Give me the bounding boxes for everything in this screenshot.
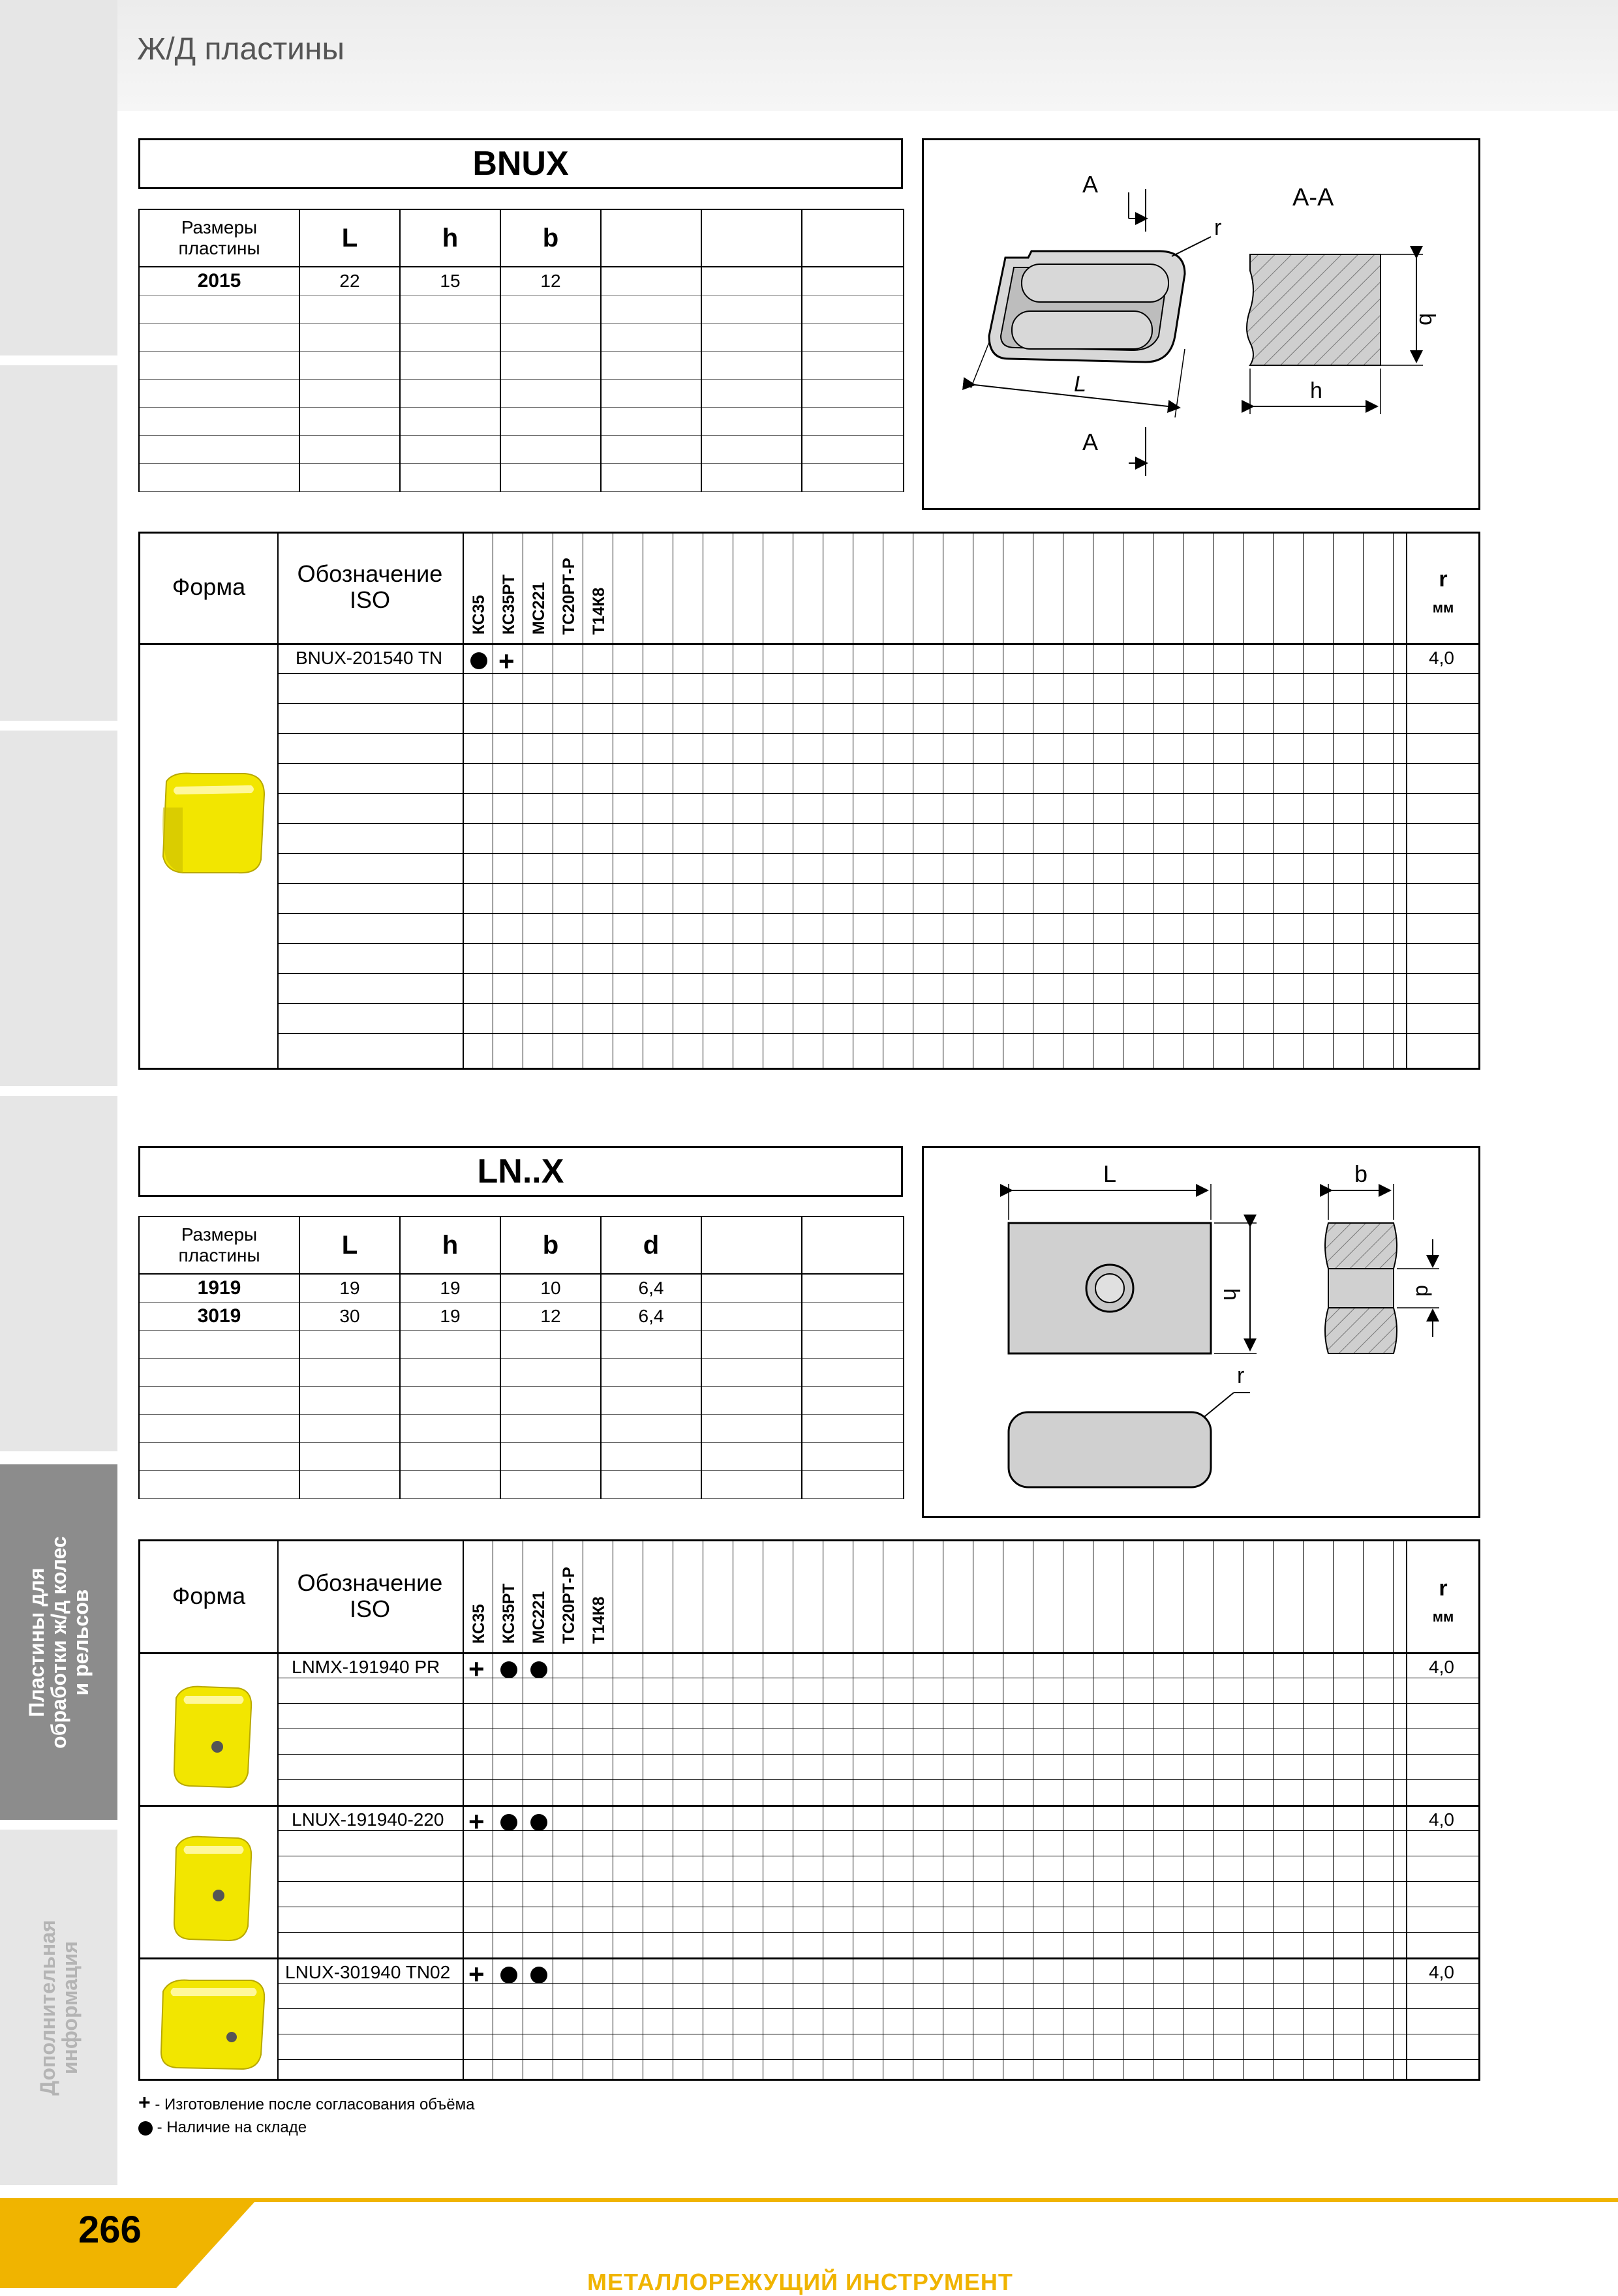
bnux-diagram bbox=[922, 138, 1480, 510]
grid-line bbox=[1273, 1541, 1274, 1652]
lnx-dims-table bbox=[138, 1216, 904, 1499]
grid-line bbox=[277, 1932, 1478, 1933]
dims-label: Размеры пластины bbox=[139, 209, 299, 267]
grade-col: Т14К8 bbox=[590, 587, 608, 635]
on-request-icon: + bbox=[498, 646, 515, 676]
col-r-unit: мм bbox=[1432, 1609, 1454, 1625]
grid-line bbox=[1243, 534, 1244, 643]
grade-col: КС35РТ bbox=[500, 574, 518, 635]
lnx-grade-table bbox=[138, 1539, 1480, 2081]
side-tab-label: Пластины для обработки ж/д колес и рельсов bbox=[25, 1535, 93, 1749]
grid-line bbox=[277, 1983, 1478, 1984]
grid-line bbox=[1213, 1652, 1214, 2079]
dims-cell: 19 bbox=[400, 1303, 500, 1331]
dims-cell: 30 bbox=[299, 1303, 400, 1331]
grid-line bbox=[1333, 534, 1334, 643]
in-stock-icon bbox=[500, 1661, 517, 1678]
dims-cell: 22 bbox=[299, 267, 400, 295]
bnux-diag-section: A-A bbox=[1292, 184, 1334, 211]
side-tab-4[interactable] bbox=[0, 1096, 117, 1451]
grid-line bbox=[1243, 1541, 1244, 1652]
lnx-diag-d: d bbox=[1412, 1285, 1435, 1297]
bnux-diag-b: b bbox=[1414, 313, 1439, 325]
legend-on-request-text: - Изготовление после согласования объёма bbox=[150, 2096, 475, 2113]
grade-col: ТС20РТ-Р bbox=[560, 558, 578, 635]
bnux-diag-r: r bbox=[1214, 215, 1222, 240]
grid-line bbox=[1273, 1652, 1274, 2079]
bnux-drawing bbox=[924, 140, 1478, 508]
dims-col-h: h bbox=[400, 209, 500, 267]
legend-on-request: + - Изготовление после согласования объёма bbox=[138, 2091, 475, 2114]
dims-col-empty bbox=[701, 1216, 802, 1274]
grid-line bbox=[277, 793, 1478, 794]
grid-line bbox=[277, 823, 1478, 824]
grid-line bbox=[1333, 1541, 1334, 1652]
grade-col: КС35 bbox=[470, 1604, 488, 1644]
grid-line bbox=[277, 1003, 1478, 1004]
legend-in-stock bbox=[138, 2119, 307, 2137]
grid-line bbox=[277, 2008, 1478, 2009]
side-tab-label: Дополнительная информация bbox=[36, 1919, 82, 2096]
dims-label: Размеры пластины bbox=[139, 1216, 299, 1274]
grid-line bbox=[1363, 1652, 1364, 2079]
col-r: r bbox=[1439, 1576, 1448, 1601]
bnux-diag-h: h bbox=[1310, 378, 1322, 403]
in-stock-icon bbox=[530, 1967, 547, 1984]
col-r-unit: мм bbox=[1432, 599, 1454, 616]
dims-col-empty bbox=[802, 209, 904, 267]
grade-col: МС221 bbox=[530, 582, 548, 635]
dims-cell: 10 bbox=[500, 1274, 601, 1303]
in-stock-icon bbox=[470, 652, 487, 669]
footer-brand: МЕТАЛЛОРЕЖУЩИЙ ИНСТРУМЕНТ bbox=[587, 2269, 1013, 2295]
iso-designation: LNUX-191940-220 bbox=[292, 1809, 444, 1830]
dims-cell: 12 bbox=[500, 1303, 601, 1331]
iso-designation: BNUX-201540 TN bbox=[296, 648, 443, 668]
grid-line bbox=[277, 1779, 1478, 1780]
dims-col-empty bbox=[601, 209, 701, 267]
grid-line bbox=[277, 973, 1478, 974]
grid-line bbox=[1243, 1652, 1244, 2079]
dims-cell bbox=[701, 267, 802, 295]
r-value: 4,0 bbox=[1429, 1809, 1454, 1830]
lnx-diag-L: L bbox=[1103, 1160, 1117, 1187]
grid-line bbox=[1273, 534, 1274, 643]
dims-cell: 1919 bbox=[139, 1274, 299, 1303]
grid-line bbox=[277, 1881, 1478, 1882]
grid-line bbox=[1363, 534, 1364, 643]
side-tab-1[interactable] bbox=[0, 0, 117, 355]
lnx-diag-b: b bbox=[1354, 1160, 1368, 1187]
dims-cell: 3019 bbox=[139, 1303, 299, 1331]
grid-line bbox=[277, 883, 1478, 884]
bnux-diag-L: L bbox=[1074, 372, 1086, 397]
lnux-191940-insert-image bbox=[166, 1832, 258, 1946]
bnux-insert-image bbox=[153, 768, 271, 879]
on-request-icon: + bbox=[468, 1654, 485, 1684]
dims-cell: 2015 bbox=[139, 267, 299, 295]
grid-line bbox=[277, 853, 1478, 854]
col-iso: Обозначение ISO bbox=[297, 1569, 443, 1622]
grid-line bbox=[1273, 643, 1274, 1068]
dims-cell bbox=[802, 1303, 904, 1331]
lnx-diag-r: r bbox=[1237, 1363, 1245, 1388]
dims-col-b: b bbox=[500, 1216, 601, 1274]
r-value: 4,0 bbox=[1429, 648, 1454, 668]
grid-line bbox=[277, 703, 1478, 704]
grid-line bbox=[1303, 643, 1304, 1068]
on-request-icon: + bbox=[468, 1959, 485, 1989]
legend-in-stock-text: - Наличие на складе bbox=[153, 2119, 307, 2136]
side-tab-3[interactable] bbox=[0, 731, 117, 1086]
r-value: 4,0 bbox=[1429, 1962, 1454, 1982]
iso-designation: LNMX-191940 PR bbox=[292, 1657, 440, 1677]
dims-col-d: d bbox=[601, 1216, 701, 1274]
grid-line bbox=[1393, 1541, 1394, 1652]
grid-line bbox=[277, 673, 1478, 674]
grid-line bbox=[1213, 534, 1214, 643]
dims-col-h: h bbox=[400, 1216, 500, 1274]
grade-col: КС35 bbox=[470, 595, 488, 635]
grid-line bbox=[1213, 643, 1214, 1068]
grid-line bbox=[1303, 1541, 1304, 1652]
grid-line bbox=[277, 763, 1478, 764]
on-request-icon: + bbox=[468, 1806, 485, 1837]
grid-line bbox=[1213, 1541, 1214, 1652]
page-number: 266 bbox=[78, 2209, 142, 2251]
grade-col: КС35РТ bbox=[500, 1583, 518, 1644]
grid-line bbox=[1303, 534, 1304, 643]
lnux-301940-insert-image bbox=[153, 1975, 271, 2073]
grade-col: Т14К8 bbox=[590, 1596, 608, 1644]
lnx-diag-h: h bbox=[1219, 1288, 1244, 1301]
grid-line bbox=[277, 943, 1478, 944]
grid-line bbox=[1393, 534, 1394, 643]
dims-cell: 12 bbox=[500, 267, 601, 295]
lnx-diagram bbox=[922, 1146, 1480, 1518]
r-value: 4,0 bbox=[1429, 1657, 1454, 1677]
dims-cell: 6,4 bbox=[601, 1303, 701, 1331]
lnx-drawing bbox=[924, 1148, 1478, 1516]
side-tab-rail-inserts[interactable] bbox=[0, 1464, 117, 1820]
dims-cell: 6,4 bbox=[601, 1274, 701, 1303]
dims-col-L: L bbox=[299, 1216, 400, 1274]
grid-line bbox=[277, 1033, 1478, 1034]
grid-line bbox=[1333, 643, 1334, 1068]
side-tab-2[interactable] bbox=[0, 365, 117, 721]
col-forma: Форма bbox=[172, 1582, 246, 1609]
dims-cell: 19 bbox=[400, 1274, 500, 1303]
lnmx-insert-image bbox=[166, 1682, 258, 1792]
grid-line bbox=[1333, 1652, 1334, 2079]
dims-cell bbox=[802, 267, 904, 295]
lnx-title: LN..X bbox=[138, 1146, 903, 1197]
iso-designation: LNUX-301940 TN02 bbox=[285, 1962, 451, 1982]
dims-cell bbox=[701, 1274, 802, 1303]
grid-line bbox=[1363, 1541, 1364, 1652]
bnux-dims-table bbox=[138, 209, 904, 492]
grid-line bbox=[1393, 1652, 1394, 2079]
bnux-grade-table bbox=[138, 532, 1480, 1070]
grid-line bbox=[1243, 643, 1244, 1068]
grade-col: МС221 bbox=[530, 1591, 548, 1644]
side-tab-additional-info[interactable] bbox=[0, 1830, 117, 2185]
grid-line bbox=[277, 913, 1478, 914]
dims-cell: 15 bbox=[400, 267, 500, 295]
dims-cell: 19 bbox=[299, 1274, 400, 1303]
dims-cell bbox=[701, 1303, 802, 1331]
grid-line bbox=[277, 733, 1478, 734]
dims-col-L: L bbox=[299, 209, 400, 267]
in-stock-icon bbox=[530, 1814, 547, 1831]
grid-line bbox=[1303, 1652, 1304, 2079]
in-stock-icon bbox=[500, 1814, 517, 1831]
grid-line bbox=[277, 1957, 1478, 1958]
dims-col-empty bbox=[802, 1216, 904, 1274]
grade-col: ТС20РТ-Р bbox=[560, 1567, 578, 1644]
col-r: r bbox=[1439, 567, 1448, 592]
grid-line bbox=[277, 2059, 1478, 2060]
bnux-diag-A-bottom: A bbox=[1082, 429, 1099, 455]
col-iso: Обозначение ISO bbox=[297, 560, 443, 613]
col-forma: Форма bbox=[172, 573, 246, 600]
page-title: Ж/Д пластины bbox=[137, 32, 344, 67]
grid-line bbox=[1393, 643, 1394, 1068]
grid-line bbox=[1363, 643, 1364, 1068]
bnux-diag-A-top: A bbox=[1082, 171, 1099, 198]
dims-cell bbox=[802, 1274, 904, 1303]
bnux-title: BNUX bbox=[138, 138, 903, 189]
grid-line bbox=[277, 1830, 1478, 1831]
grid-line bbox=[277, 1703, 1478, 1704]
grid-line bbox=[277, 1754, 1478, 1755]
dims-cell bbox=[601, 267, 701, 295]
in-stock-icon bbox=[530, 1661, 547, 1678]
dims-col-b: b bbox=[500, 209, 601, 267]
in-stock-icon bbox=[500, 1967, 517, 1984]
dims-col-empty bbox=[701, 209, 802, 267]
